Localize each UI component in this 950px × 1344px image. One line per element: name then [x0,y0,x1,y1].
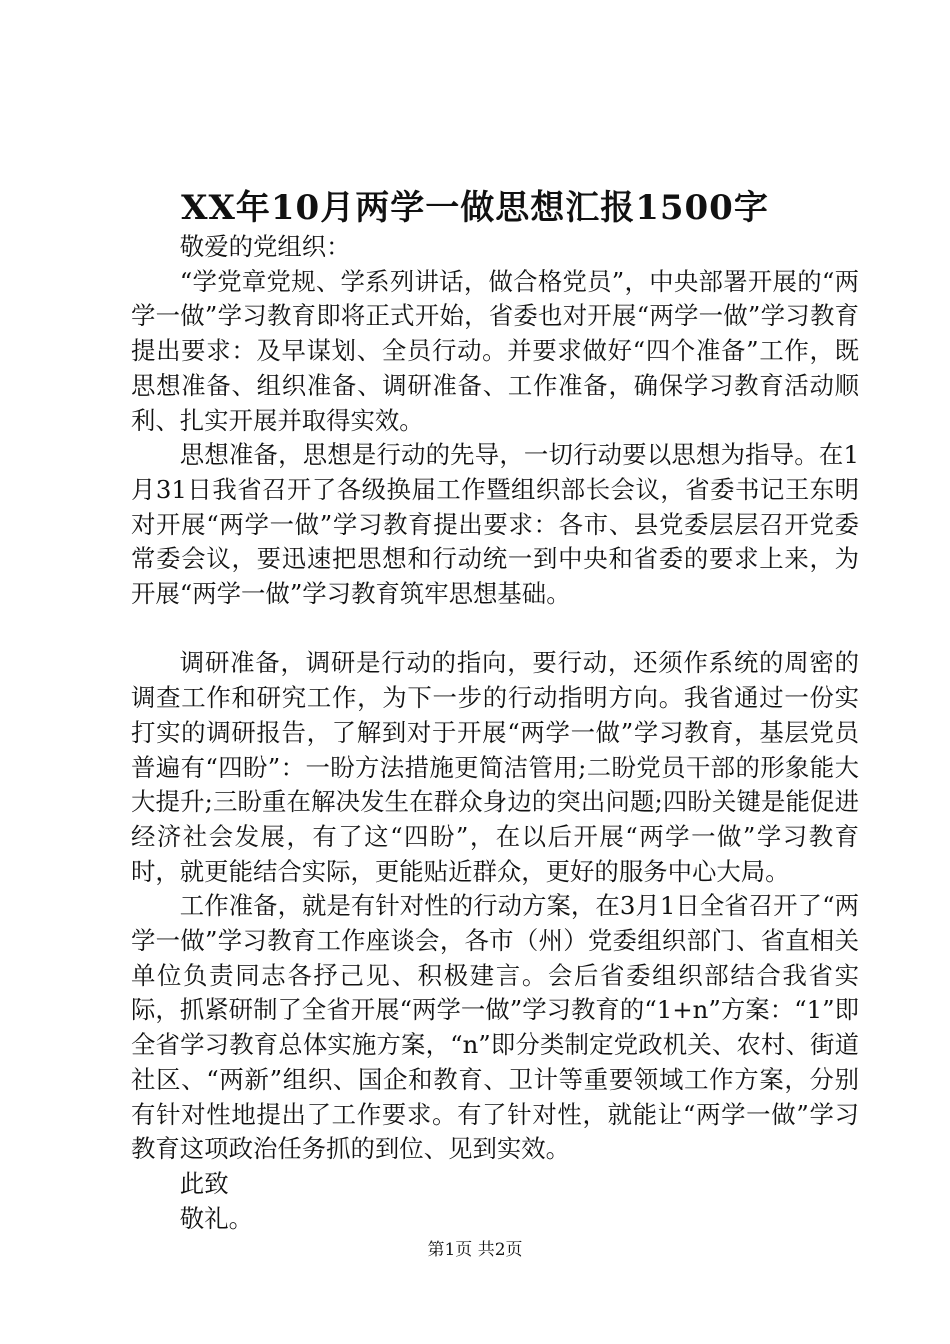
closing-line-1: 此致 [179,1168,229,1198]
paragraph-spacer [131,612,859,647]
salutation: 敬爱的党组织： [179,232,351,261]
document-body [131,230,859,1236]
paragraph-research-preparation: 调研准备，调研是行动的指向，要行动，还须作系统的周密的调查工作和研究工作，为下一步的行动指明方向。我省通过一份实打实的调研报告，了解到对于开展“两学一做”学习教育，基层党员普遍有“四盼”：一盼方法措施更简洁管用;二盼党员干部的形象能大大提升;三盼重在解决发生在群众身边的突出问题;四盼关键是能促进经济社会发展，有了这“四盼”，在以后开展“两学一做”学习教育时，就更能结合实际，更能贴近群众，更好的服务中心大局。 [131,648,859,886]
page-indicator: 第1页 共2页 [427,1240,523,1260]
paragraph-thought-preparation: 思想准备，思想是行动的先导，一切行动要以思想为指导。在1月31日我省召开了各级换届工作暨组织部长会议，省委书记王东明对开展“两学一做”学习教育提出要求：各市、县党委层层召开党委常委会议，要迅速把思想和行动统一到中央和省委的要求上来，为开展“两学一做”学习教育筑牢思想基础。 [131,440,859,609]
document-title: XX年10月两学一做思想汇报1500字 [181,188,769,228]
paragraph-work-preparation: 工作准备，就是有针对性的行动方案，在3月1日全省召开了“两学一做”学习教育工作座谈会，各市（州）党委组织部门、省直相关单位负责同志各抒己见、积极建言。会后省委组织部结合我省实际，抓紧研制了全省开展“两学一做”学习教育的“1+n”方案：“1”即全省学习教育总体实施方案，“n”即分类制定党政机关、农村、街道社区、“两新”组织、国企和教育、卫计等重要领域工作方案，分别有针对性地提出了工作要求。有了针对性，就能让“两学一做”学习教育这项政治任务抓的到位、见到实效。 [131,891,859,1164]
closing-line-2: 敬礼。 [179,1203,253,1233]
paragraph-intro: “学党章党规、学系列讲话，做合格党员”，中央部署开展的“两学一做”学习教育即将正式开始，省委也对开展“两学一做”学习教育提出要求：及早谋划、全员行动。并要求做好“四个准备”工作，既思想准备、组织准备、调研准备、工作准备，确保学习教育活动顺利、扎实开展并取得实效。 [131,266,859,435]
